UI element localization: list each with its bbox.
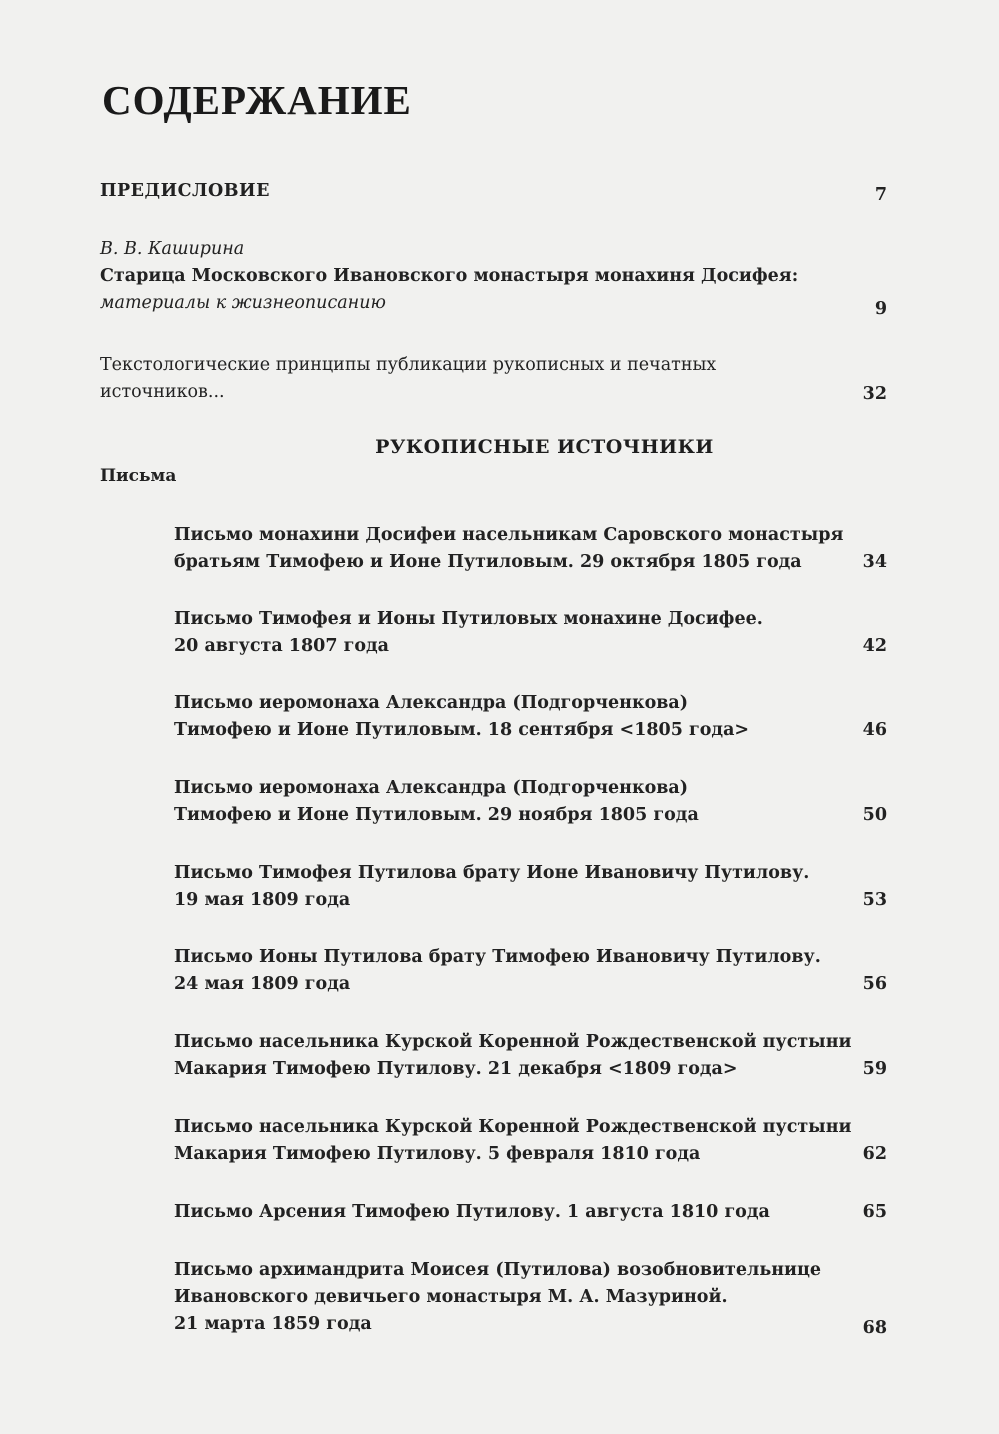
- page-number: 56: [862, 974, 887, 994]
- entry-line: Письмо насельника Курской Коренной Рождественской пустыни: [174, 1032, 852, 1052]
- entry-line: материалы к жизнеописанию: [100, 293, 386, 313]
- entry-line: ПРЕДИСЛОВИЕ: [100, 181, 270, 201]
- section-heading: РУКОПИСНЫЕ ИСТОЧНИКИ: [375, 436, 714, 458]
- page-number: 32: [862, 384, 887, 404]
- entry-line: 19 мая 1809 года: [174, 890, 351, 910]
- entry-line: Текстологические принципы публикации рукописных и печатных: [100, 355, 717, 375]
- page-number: 65: [862, 1202, 887, 1222]
- entry-line: Письмо Ионы Путилова брату Тимофею Ивановичу Путилову.: [174, 947, 821, 967]
- entry-line: Письмо архимандрита Моисея (Путилова) возобновительнице: [174, 1260, 822, 1280]
- entry-line: источников...: [100, 382, 225, 402]
- entry-author: В. В. Каширина: [100, 239, 245, 259]
- page-number: 59: [862, 1059, 887, 1079]
- page-number: 53: [862, 890, 887, 910]
- page-number: 68: [862, 1318, 887, 1338]
- entry-line: братьям Тимофею и Ионе Путиловым. 29 октября 1805 года: [174, 552, 802, 572]
- entry-line: Тимофею и Ионе Путиловым. 29 ноября 1805 года: [174, 805, 699, 825]
- entry-line: Письмо Арсения Тимофею Путилову. 1 августа 1810 года: [174, 1202, 770, 1222]
- page-number: 42: [862, 636, 887, 656]
- entry-line: 21 марта 1859 года: [174, 1314, 372, 1334]
- page-number: 7: [874, 185, 887, 205]
- entry-line: Макария Тимофею Путилову. 21 декабря <1809 года>: [174, 1059, 738, 1079]
- page-number: 46: [862, 720, 887, 740]
- page-number: 62: [862, 1144, 887, 1164]
- page-number: 50: [862, 805, 887, 825]
- page-number: 34: [862, 552, 887, 572]
- entry-line: Письмо Тимофея Путилова брату Ионе Ивановичу Путилову.: [174, 863, 810, 883]
- entry-line: 24 мая 1809 года: [174, 974, 351, 994]
- subsection-heading: Письма: [100, 466, 177, 486]
- entry-line: Тимофею и Ионе Путиловым. 18 сентября <1805 года>: [174, 720, 750, 740]
- entry-line: Письмо иеромонаха Александра (Подгорченкова): [174, 778, 689, 798]
- entry-line: Письмо монахини Досифеи насельникам Саровского монастыря: [174, 525, 844, 545]
- entry-line: Макария Тимофею Путилову. 5 февраля 1810 года: [174, 1144, 701, 1164]
- entry-line: Ивановского девичьего монастыря М. А. Мазуриной.: [174, 1287, 728, 1307]
- entry-line: Письмо Тимофея и Ионы Путиловых монахине Досифее.: [174, 609, 763, 629]
- entry-line: 20 августа 1807 года: [174, 636, 389, 656]
- page-title: СОДЕРЖАНИЕ: [102, 77, 412, 123]
- entry-line: Письмо иеромонаха Александра (Подгорченкова): [174, 693, 689, 713]
- page-number: 9: [874, 299, 887, 319]
- entry-line: Старица Московского Ивановского монастыря монахиня Досифея:: [100, 266, 799, 286]
- entry-line: Письмо насельника Курской Коренной Рождественской пустыни: [174, 1117, 852, 1137]
